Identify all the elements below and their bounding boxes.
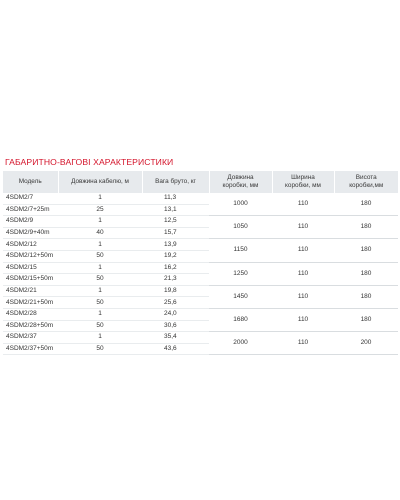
header-box-width-line-1: Ширина bbox=[291, 174, 315, 182]
header-box-length-line-1: Довжина bbox=[227, 174, 254, 182]
box-height-cell: 180 bbox=[334, 285, 398, 308]
box-width-cell: 110 bbox=[272, 193, 334, 216]
header-box-length-line-2: коробки, мм bbox=[222, 182, 259, 189]
box-width-cell: 110 bbox=[272, 216, 334, 239]
box-length-cell: 1150 bbox=[209, 239, 272, 262]
page-title: ГАБАРИТНО-ВАГОВІ ХАРАКТЕРИСТИКИ bbox=[5, 157, 174, 167]
gross-weight-cell: 13,9 bbox=[142, 239, 209, 251]
box-length-cell: 1050 bbox=[209, 216, 272, 239]
cable-length-cell: 1 bbox=[58, 332, 142, 344]
header-box-height bbox=[334, 171, 398, 193]
cable-length-cell: 40 bbox=[58, 227, 142, 239]
box-height-cell: 180 bbox=[334, 308, 398, 331]
cable-length-cell: 50 bbox=[58, 274, 142, 286]
box-length-cell: 1250 bbox=[209, 262, 272, 285]
model-cell: 4SDM2/7+25m bbox=[3, 204, 58, 216]
cable-length-cell: 1 bbox=[58, 285, 142, 297]
model-cell: 4SDM2/15+50m bbox=[3, 274, 58, 286]
cable-length-cell: 50 bbox=[58, 343, 142, 355]
model-cell: 4SDM2/21+50m bbox=[3, 297, 58, 309]
model-cell: 4SDM2/28+50m bbox=[3, 320, 58, 332]
table-row bbox=[3, 308, 398, 320]
model-cell: 4SDM2/28 bbox=[3, 308, 58, 320]
gross-weight-cell: 43,6 bbox=[142, 343, 209, 355]
specs-table bbox=[3, 171, 398, 355]
box-height-cell: 180 bbox=[334, 239, 398, 262]
table-row bbox=[3, 262, 398, 274]
cable-length-cell: 50 bbox=[58, 250, 142, 262]
model-cell: 4SDM2/9+40m bbox=[3, 227, 58, 239]
box-length-cell: 1000 bbox=[209, 193, 272, 216]
header-box-width bbox=[272, 171, 334, 193]
header-box-width-line-2: коробки, мм bbox=[285, 182, 321, 189]
gross-weight-cell: 13,1 bbox=[142, 204, 209, 216]
model-cell: 4SDM2/37 bbox=[3, 332, 58, 344]
cable-length-cell: 1 bbox=[58, 262, 142, 274]
gross-weight-cell: 15,7 bbox=[142, 227, 209, 239]
table-row bbox=[3, 239, 398, 251]
header-model: Модель bbox=[3, 171, 58, 193]
header-cable-length: Довжина кабелю, м bbox=[58, 171, 142, 193]
header-gross-weight: Вага бруто, кг bbox=[142, 171, 209, 193]
model-cell: 4SDM2/37+50m bbox=[3, 343, 58, 355]
gross-weight-cell: 24,0 bbox=[142, 308, 209, 320]
cable-length-cell: 1 bbox=[58, 308, 142, 320]
box-length-cell: 2000 bbox=[209, 332, 272, 355]
table-row bbox=[3, 193, 398, 204]
model-cell: 4SDM2/15 bbox=[3, 262, 58, 274]
gross-weight-cell: 19,8 bbox=[142, 285, 209, 297]
model-cell: 4SDM2/12 bbox=[3, 239, 58, 251]
box-width-cell: 110 bbox=[272, 262, 334, 285]
gross-weight-cell: 25,6 bbox=[142, 297, 209, 309]
model-cell: 4SDM2/9 bbox=[3, 216, 58, 228]
gross-weight-cell: 35,4 bbox=[142, 332, 209, 344]
cable-length-cell: 50 bbox=[58, 297, 142, 309]
box-width-cell: 110 bbox=[272, 332, 334, 355]
box-height-cell: 180 bbox=[334, 193, 398, 216]
table-row bbox=[3, 332, 398, 344]
cable-length-cell: 1 bbox=[58, 193, 142, 204]
cable-length-cell: 1 bbox=[58, 216, 142, 228]
gross-weight-cell: 11,3 bbox=[142, 193, 209, 204]
model-cell: 4SDM2/12+50m bbox=[3, 250, 58, 262]
cable-length-cell: 1 bbox=[58, 239, 142, 251]
box-height-cell: 200 bbox=[334, 332, 398, 355]
header-box-length bbox=[209, 171, 272, 193]
model-cell: 4SDM2/7 bbox=[3, 193, 58, 204]
box-width-cell: 110 bbox=[272, 285, 334, 308]
box-height-cell: 180 bbox=[334, 262, 398, 285]
gross-weight-cell: 30,6 bbox=[142, 320, 209, 332]
gross-weight-cell: 16,2 bbox=[142, 262, 209, 274]
model-cell: 4SDM2/21 bbox=[3, 285, 58, 297]
gross-weight-cell: 12,5 bbox=[142, 216, 209, 228]
header-box-height-line-2: коробки,мм bbox=[349, 182, 384, 189]
gross-weight-cell: 21,3 bbox=[142, 274, 209, 286]
box-width-cell: 110 bbox=[272, 239, 334, 262]
cable-length-cell: 25 bbox=[58, 204, 142, 216]
table-row bbox=[3, 285, 398, 297]
box-length-cell: 1680 bbox=[209, 308, 272, 331]
gross-weight-cell: 19,2 bbox=[142, 250, 209, 262]
box-length-cell: 1450 bbox=[209, 285, 272, 308]
box-width-cell: 110 bbox=[272, 308, 334, 331]
header-box-height-line-1: Висота bbox=[355, 174, 377, 182]
cable-length-cell: 50 bbox=[58, 320, 142, 332]
table-row bbox=[3, 216, 398, 228]
table-header-row bbox=[3, 171, 398, 193]
box-height-cell: 180 bbox=[334, 216, 398, 239]
